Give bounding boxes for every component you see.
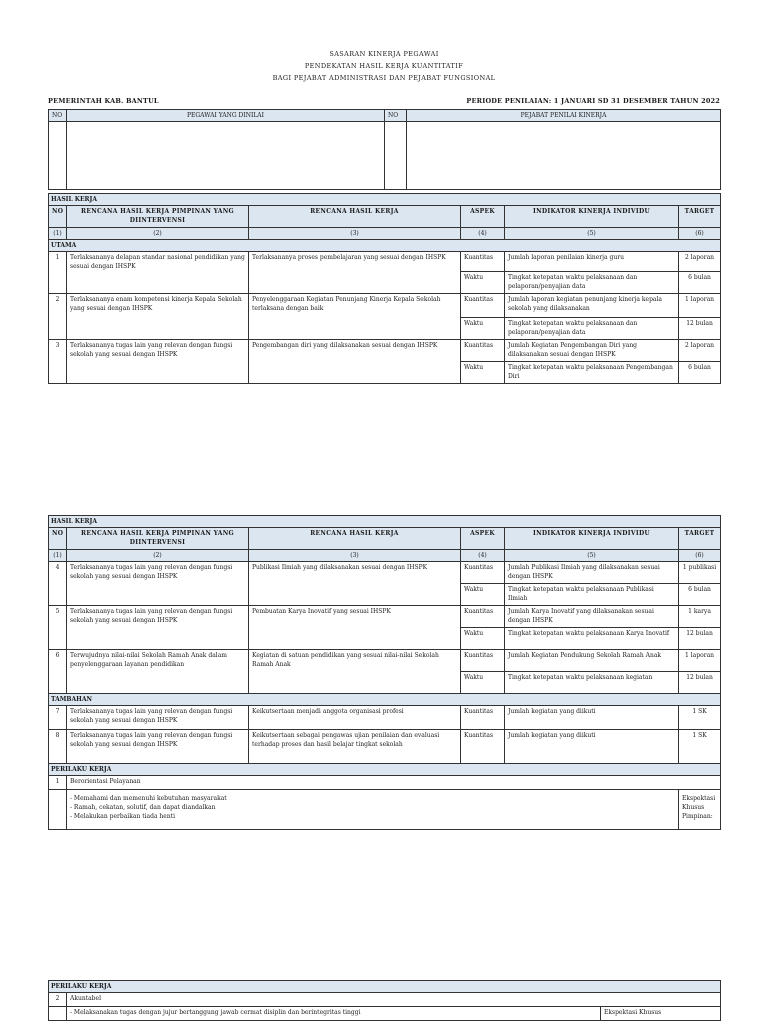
row-target: 1 laporan [679, 294, 721, 318]
section-perilaku-kerja: PERILAKU KERJA [49, 981, 721, 993]
section-perilaku-kerja: PERILAKU KERJA [49, 764, 721, 776]
row-indikator: Tingkat ketepatan waktu pelaksanaan Pengembangan Diri [505, 362, 679, 384]
row-pimpinan: Terlaksananya tugas lain yang relevan dengan fungsi sekolah yang sesuai dengan IHSPK [67, 730, 249, 764]
colnum-5: (5) [505, 228, 679, 240]
row-indikator: Jumlah kegiatan yang diikuti [505, 730, 679, 764]
hasil-kerja-table-1 [48, 193, 721, 384]
row-indikator: Jumlah Karya Inovatif yang dilaksanakan sesuai dengan IHSPK [505, 606, 679, 628]
perilaku-spacer [49, 1007, 67, 1021]
row-no: 5 [49, 606, 67, 650]
col-no: NO [49, 110, 67, 122]
row-no: 8 [49, 730, 67, 764]
colnum-3: (3) [249, 228, 461, 240]
col-aspek: ASPEK [461, 206, 505, 228]
col-aspek: ASPEK [461, 528, 505, 550]
perilaku-title: Akuntabel [67, 993, 721, 1007]
row-aspek: Kuantitas [461, 730, 505, 764]
row-aspek: Waktu [461, 362, 505, 384]
col-rencana: RENCANA HASIL KERJA [249, 528, 461, 550]
row-rencana: Penyelenggaraan Kegiatan Penunjang Kinerja Kepala Sekolah terlaksana dengan baik [249, 294, 461, 340]
row-target: 6 bulan [679, 584, 721, 606]
row-target: 12 bulan [679, 628, 721, 650]
row-pimpinan: Terlaksananya delapan standar nasional pendidikan yang sesuai dengan IHSPK [67, 252, 249, 294]
row-pimpinan: Terwujudnya nilai-nilai Sekolah Ramah Anak dalam penyelenggaraan layanan pendidikan [67, 650, 249, 694]
col-indikator: INDIKATOR KINERJA INDIVIDU [505, 206, 679, 228]
perilaku-point: - Melakukan perbaikan tiada henti [70, 813, 176, 820]
row-target: 1 karya [679, 606, 721, 628]
row-pimpinan: Terlaksananya tugas lain yang relevan dengan fungsi sekolah yang sesuai dengan IHSPK [67, 706, 249, 730]
row-aspek: Waktu [461, 628, 505, 650]
colnum-3: (3) [249, 550, 461, 562]
row-indikator: Tingkat ketepatan waktu pelaksanaan Karya Inovatif [505, 628, 679, 650]
col-no: NO [49, 528, 67, 550]
pegawai-table [48, 109, 721, 190]
row-indikator: Jumlah laporan kegiatan penunjang kinerja kepala sekolah yang dilaksanakan [505, 294, 679, 318]
row-target: 2 laporan [679, 252, 721, 272]
row-aspek: Waktu [461, 672, 505, 694]
row-indikator: Jumlah laporan penilaian kinerja guru [505, 252, 679, 272]
doc-subtitle: PENDEKATAN HASIL KERJA KUANTITATIF [304, 62, 464, 70]
row-rencana: Terlaksananya proses pembelajaran yang sesuai dengan IHSPK [249, 252, 461, 294]
row-target: 6 bulan [679, 272, 721, 294]
row-aspek: Waktu [461, 584, 505, 606]
row-target: 12 bulan [679, 318, 721, 340]
doc-title: SASARAN KINERJA PEGAWAI [329, 50, 439, 58]
perilaku-title: Berorientasi Pelayanan [67, 776, 721, 790]
row-target: 2 laporan [679, 340, 721, 362]
row-indikator: Tingkat ketepatan waktu pelaksanaan Publikasi Ilmiah [505, 584, 679, 606]
col-pejabat: PEJABAT PENILAI KINERJA [407, 110, 721, 122]
row-indikator: Tingkat ketepatan waktu pelaksanaan dan pelaporan/penyajian data [505, 272, 679, 294]
row-target: 1 publikasi [679, 562, 721, 584]
ekspektasi-label: Ekspektasi Khusus [601, 1007, 721, 1021]
row-no: 3 [49, 340, 67, 384]
colnum-1: (1) [49, 228, 67, 240]
ekspektasi-label: Ekspektasi Khusus Pimpinan: [682, 795, 716, 820]
row-aspek: Kuantitas [461, 606, 505, 628]
row-target: 12 bulan [679, 672, 721, 694]
row-rencana: Pengembangan diri yang dilaksanakan sesuai dengan IHSPK [249, 340, 461, 384]
row-no: 4 [49, 562, 67, 606]
row-target: 1 SK [679, 706, 721, 730]
col-target: TARGET [679, 528, 721, 550]
col-target: TARGET [679, 206, 721, 228]
col-no: NO [49, 206, 67, 228]
colnum-2: (2) [67, 228, 249, 240]
row-aspek: Waktu [461, 318, 505, 340]
perilaku-point: - Melaksanakan tugas dengan jujur bertanggung jawab cermat disiplin dan berintegritas tinggi [67, 1007, 601, 1021]
row-rencana: Publikasi Ilmiah yang dilaksanakan sesuai dengan IHSPK [249, 562, 461, 606]
row-aspek: Waktu [461, 272, 505, 294]
row-aspek: Kuantitas [461, 650, 505, 672]
row-aspek: Kuantitas [461, 294, 505, 318]
perilaku-points [67, 790, 679, 830]
row-pimpinan: Terlaksananya tugas lain yang relevan dengan fungsi sekolah yang sesuai dengan IHSPK [67, 562, 249, 606]
colnum-4: (4) [461, 550, 505, 562]
colnum-6: (6) [679, 228, 721, 240]
pegawai-no-cell [49, 122, 67, 190]
perilaku-point: - Memahami dan memenuhi kebutuhan masyarakat [70, 795, 227, 802]
row-no: 7 [49, 706, 67, 730]
row-target: 1 SK [679, 730, 721, 764]
col-indikator: INDIKATOR KINERJA INDIVIDU [505, 528, 679, 550]
section-hasil-kerja: HASIL KERJA [49, 194, 721, 206]
row-aspek: Kuantitas [461, 340, 505, 362]
row-indikator: Jumlah Kegiatan Pengembangan Diri yang dilaksanakan sesuai dengan IHSPK [505, 340, 679, 362]
perilaku-table [48, 980, 721, 1021]
section-utama: UTAMA [49, 240, 721, 252]
row-no: 2 [49, 294, 67, 340]
row-no: 6 [49, 650, 67, 694]
row-no: 1 [49, 252, 67, 294]
row-rencana: Pembuatan Karya Inovatif yang sesuai IHSPK [249, 606, 461, 650]
row-indikator: Tingkat ketepatan waktu pelaksanaan dan pelaporan/penyajian data [505, 318, 679, 340]
row-rencana: Kegiatan di satuan pendidikan yang sesuai nilai-nilai Sekolah Ramah Anak [249, 650, 461, 694]
row-target: 6 bulan [679, 362, 721, 384]
row-aspek: Kuantitas [461, 252, 505, 272]
row-pimpinan: Terlaksananya enam kompetensi kinerja Kepala Sekolah yang sesuai dengan IHSPK [67, 294, 249, 340]
pejabat-info-cell [407, 122, 721, 190]
row-aspek: Kuantitas [461, 562, 505, 584]
hasil-kerja-table-2 [48, 515, 721, 830]
row-indikator: Tingkat ketepatan waktu pelaksanaan kegiatan [505, 672, 679, 694]
row-pimpinan: Terlaksananya tugas lain yang relevan dengan fungsi sekolah yang sesuai dengan IHSPK [67, 340, 249, 384]
pejabat-no-cell [385, 122, 407, 190]
period-label: PERIODE PENILAIAN: 1 JANUARI SD 31 DESEMBER TAHUN 2022 [466, 97, 720, 105]
col-pegawai: PEGAWAI YANG DINILAI [67, 110, 385, 122]
perilaku-point: - Ramah, cekatan, solutif, dan dapat diandalkan [70, 804, 216, 811]
perilaku-no: 2 [49, 993, 67, 1007]
row-pimpinan: Terlaksananya tugas lain yang relevan dengan fungsi sekolah yang sesuai dengan IHSPK [67, 606, 249, 650]
org-name: PEMERINTAH KAB. BANTUL [48, 97, 159, 105]
perilaku-spacer [49, 790, 67, 830]
row-aspek: Kuantitas [461, 706, 505, 730]
col-no-2: NO [385, 110, 407, 122]
pegawai-info-cell [67, 122, 385, 190]
row-indikator: Jumlah Kegiatan Pendukung Sekolah Ramah Anak [505, 650, 679, 672]
col-rencana-pimpinan: RENCANA HASIL KERJA PIMPINAN YANG DIINTERVENSI [67, 206, 249, 228]
colnum-2: (2) [67, 550, 249, 562]
col-rencana: RENCANA HASIL KERJA [249, 206, 461, 228]
colnum-6: (6) [679, 550, 721, 562]
row-indikator: Jumlah Publikasi Ilmiah yang dilaksanakan sesuai dengan IHSPK [505, 562, 679, 584]
perilaku-no: 1 [49, 776, 67, 790]
ekspektasi-cell [679, 790, 721, 830]
doc-subtitle-2: BAGI PEJABAT ADMINISTRASI DAN PEJABAT FUNGSIONAL [272, 74, 496, 82]
row-indikator: Jumlah kegiatan yang diikuti [505, 706, 679, 730]
row-target: 1 laporan [679, 650, 721, 672]
section-tambahan: TAMBAHAN [49, 694, 721, 706]
col-rencana-pimpinan: RENCANA HASIL KERJA PIMPINAN YANG DIINTERVENSI [67, 528, 249, 550]
colnum-1: (1) [49, 550, 67, 562]
row-rencana: Keikutsertaan menjadi anggota organisasi profesi [249, 706, 461, 730]
colnum-5: (5) [505, 550, 679, 562]
row-rencana: Keikutsertaan sebagai pengawas ujian penilaian dan evaluasi terhadap proses dan hasil belajar tingkat sekolah [249, 730, 461, 764]
colnum-4: (4) [461, 228, 505, 240]
section-hasil-kerja: HASIL KERJA [49, 516, 721, 528]
